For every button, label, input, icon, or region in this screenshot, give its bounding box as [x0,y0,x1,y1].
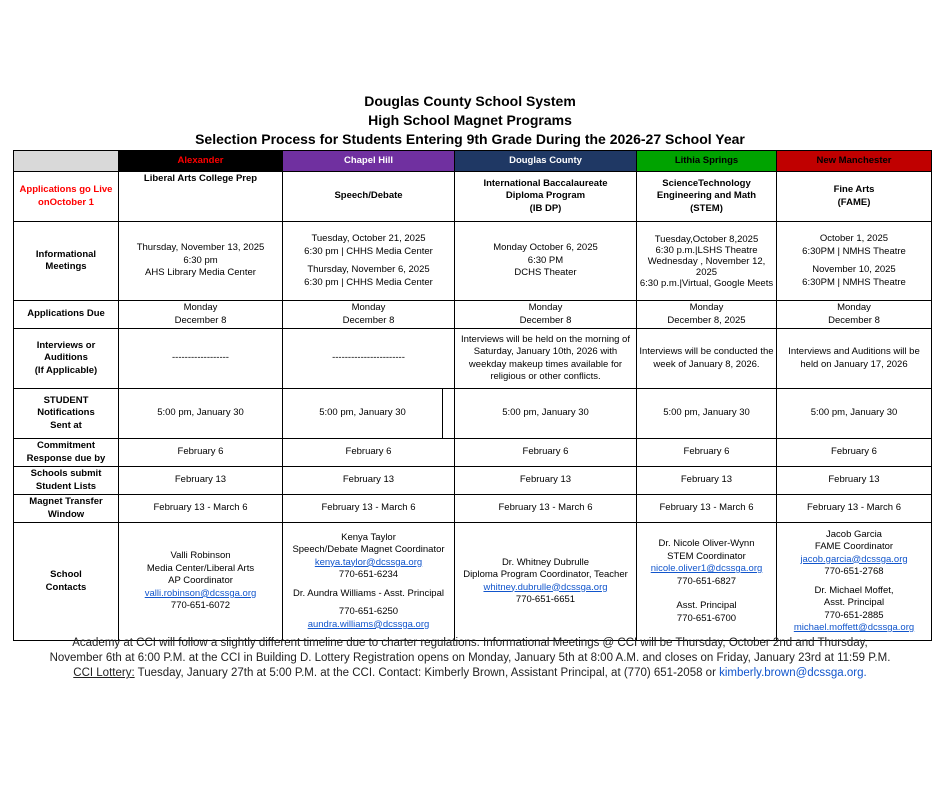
commit-alexander: February 6 [119,439,283,467]
contact-role: Asst. Principal [823,597,885,608]
due-lithia-springs [637,301,777,329]
interviews-alexander: ------------------ [119,329,283,389]
info-line: Thursday, November 6, 2025 [307,264,430,275]
footer-line-3 [20,666,920,681]
submit-lithia-springs: February 13 [637,467,777,495]
program-douglas-county [455,172,637,222]
program-lithia-springs [637,172,777,222]
row-label-submit-lists [14,467,119,495]
transfer-window-row [14,495,932,523]
info-line: Monday October 6, 2025 [493,242,598,254]
label-line: Student Lists [35,480,97,492]
info-line: 6:30 p.m.|LSHS Theatre [655,244,758,256]
commitment-row [14,439,932,467]
info-line: Tuesday,October 8,2025 [654,233,759,245]
contact-phone: 770-651-6250 [338,606,399,618]
contact-role: Asst. Principal [676,600,737,611]
contact-name: Jacob Garcia [826,528,882,540]
transfer-new-manchester: February 13 - March 6 [777,495,932,523]
due-new-manchester [777,301,932,329]
program-line: (STEM) [690,202,723,214]
label-line: Auditions [44,352,88,364]
info-alexander [119,222,283,301]
info-line: 6:30PM | NMHS Theatre [802,245,906,257]
footer-line-3-text: Tuesday, January 27th at 5:00 P.M. at the CCI. Contact: Kimberly Brown, Assistant Principal, at (770) 651-2058 or [134,667,720,679]
contact-phone: 770-651-6827 [676,575,737,587]
applications-live-note: Applications go Live onOctober 1 [14,172,119,222]
row-label-notifications [14,389,119,439]
title-line-2: High School Magnet Programs [368,112,572,128]
submit-new-manchester: February 13 [777,467,932,495]
info-chapel-hill [283,222,455,301]
label-line: Schools submit [30,468,102,479]
program-new-manchester [777,172,932,222]
due-line: Monday [689,302,724,313]
info-line: Tuesday, October 21, 2025 [311,233,426,244]
info-new-manchester [777,222,932,301]
info-line: 6:30 p.m.|Virtual, Google Meets [639,277,774,289]
notify-alexander: 5:00 pm, January 30 [119,389,283,439]
program-row [14,172,932,222]
program-line: Engineering and Math [656,190,757,202]
due-line: December 8, 2025 [667,314,746,326]
interviews-lithia-springs: Interviews will be conducted the week of January 8, 2026. [637,329,777,389]
info-line: October 1, 2025 [819,233,889,244]
interviews-new-manchester: Interviews and Auditions will be held on January 17, 2026 [777,329,932,389]
transfer-douglas-county: February 13 - March 6 [455,495,637,523]
label-line: STUDENT [43,394,89,406]
cci-footer-note [20,636,920,681]
interviews-row [14,329,932,389]
program-line: (FAME) [837,196,871,208]
due-line: December 8 [828,314,880,326]
contacts-new-manchester [777,523,932,641]
row-label-transfer-window [14,495,119,523]
contact-email-link[interactable]: aundra.williams@dcssga.org [307,618,430,630]
contact-email-link[interactable]: kenya.taylor@dcssga.org [314,556,423,568]
magnet-schedule-table [13,150,932,641]
contact-role: Media Center/Liberal Arts [146,562,255,574]
contact-name: Kenya Taylor [341,531,396,543]
info-line: Wednesday , November 12, 2025 [647,255,766,278]
transfer-chapel-hill: February 13 - March 6 [283,495,455,523]
contact-phone: 770-651-2768 [824,566,884,577]
interviews-douglas-county: Interviews will be held on the morning of Saturday, January 10th, 2026 with weekday makeup times available for religious or other conflicts. [455,329,637,389]
contact-email-link[interactable]: michael.moffett@dcssga.org [793,622,915,633]
contact-name: Dr. Aundra Williams - Asst. Principal [293,587,444,599]
notify-lithia-springs: 5:00 pm, January 30 [637,389,777,439]
notifications-row [14,389,932,439]
title-line-1: Douglas County School System [364,93,576,109]
label-line: Magnet Transfer [29,496,103,507]
contact-phone: 770-651-6072 [170,600,231,612]
row-label-info-meetings: Informational Meetings [14,222,119,301]
school-contacts-row [14,523,932,641]
info-meetings-row [14,222,932,301]
due-line: December 8 [342,314,395,326]
title-line-3: Selection Process for Students Entering 9th Grade During the 2026-27 School Year [195,131,745,147]
contacts-douglas-county [455,523,637,641]
footer-line-1: Academy at CCI will follow a slightly different timeline due to charter regulations. Informational Meetings @ CCI will be Thursday, October 2nd and Thursday, [72,637,868,649]
due-line: Monday [351,302,386,313]
school-header-chapel-hill: Chapel Hill [283,151,455,172]
due-alexander [119,301,283,329]
applications-due-row [14,301,932,329]
commit-new-manchester: February 6 [777,439,932,467]
contacts-lithia-springs [637,523,777,641]
label-line: School [50,569,82,580]
contacts-alexander [119,523,283,641]
contact-role: STEM Coordinator [667,550,746,562]
submit-chapel-hill: February 13 [283,467,455,495]
label-line: Notifications [37,407,95,419]
due-line: Monday [837,302,871,313]
contact-phone: 770-651-6700 [676,612,737,624]
row-label-interviews [14,329,119,389]
program-line: Fine Arts [833,184,875,195]
label-line: Interviews or [36,339,96,351]
contact-name: Dr. Nicole Oliver-Wynn [658,538,755,549]
row-label-school-contacts [14,523,119,641]
school-header-douglas-county: Douglas County [455,151,637,172]
program-line: International Baccalaureate [483,177,608,189]
due-chapel-hill [283,301,455,329]
info-line: November 10, 2025 [812,264,896,275]
contact-role: Speech/Debate Magnet Coordinator [292,544,445,556]
contact-phone: 770-651-6651 [515,594,576,605]
contact-email-link[interactable]: nicole.oliver1@dcssga.org [650,563,763,574]
transfer-alexander: February 13 - March 6 [119,495,283,523]
program-line: ScienceTechnology [662,177,751,189]
contact-email-link[interactable]: valli.robinson@dcssga.org [144,587,257,599]
info-line: DCHS Theater [514,267,577,279]
info-line: 6:30PM | NMHS Theatre [802,276,906,288]
program-alexander: Liberal Arts College Prep [119,172,283,222]
notify-new-manchester: 5:00 pm, January 30 [777,389,932,439]
info-line: Thursday, November 13, 2025 [136,242,265,254]
label-line: (If Applicable) [34,364,98,376]
due-douglas-county [455,301,637,329]
contact-name: Valli Robinson [170,550,231,562]
row-label-commitment [14,439,119,467]
due-line: Monday [528,302,563,313]
contact-role: AP Coordinator [168,575,233,587]
label-line: Response due by [26,452,106,464]
info-line: 6:30 pm [183,254,218,266]
program-line: (IB DP) [529,202,562,214]
commit-lithia-springs: February 6 [637,439,777,467]
contact-role: FAME Coordinator [814,541,894,552]
info-line: AHS Library Media Center [145,267,256,279]
footer-line-2: November 6th at 6:00 P.M. at the CCI in Building D. Lottery Registration opens on Monday, January 5th at 8:00 A.M. and closes on Friday, January 23rd at 11:59 P.M. [49,652,891,664]
info-douglas-county [455,222,637,301]
due-line: December 8 [174,314,227,326]
interviews-chapel-hill: ----------------------- [283,329,455,389]
submit-douglas-county: February 13 [455,467,637,495]
label-line: Commitment [36,440,96,451]
submit-lists-row [14,467,932,495]
submit-alexander: February 13 [119,467,283,495]
footer-email-link[interactable]: kimberly.brown@dcssga.org. [719,667,867,679]
label-line: Window [47,508,85,520]
contacts-chapel-hill [283,523,455,641]
row-label-applications-due: Applications Due [14,301,119,329]
notify-douglas-county: 5:00 pm, January 30 [455,389,637,439]
contact-name: Dr. Michael Moffet, [814,584,894,596]
label-line: Contacts [45,581,87,593]
notify-chapel-hill: 5:00 pm, January 30 [283,389,443,439]
contact-phone: 770-651-2885 [824,609,884,621]
commit-douglas-county: February 6 [455,439,637,467]
program-chapel-hill: Speech/Debate [283,172,455,222]
due-line: Monday [183,302,218,313]
info-line: 6:30 PM [527,254,564,266]
info-line: 6:30 pm | CHHS Media Center [304,245,433,257]
contact-role: Diploma Program Coordinator, Teacher [463,569,628,580]
header-blank-cell [14,151,119,172]
label-line: Sent at [50,419,82,431]
cci-lottery-label: CCI Lottery: [73,667,135,679]
commit-chapel-hill: February 6 [283,439,455,467]
transfer-lithia-springs: February 13 - March 6 [637,495,777,523]
due-line: December 8 [519,314,572,326]
contact-email-link[interactable]: jacob.garcia@dcssga.org [800,553,908,565]
contact-email-link[interactable]: whitney.dubrulle@dcssga.org [483,581,608,593]
school-header-alexander: Alexander [119,151,283,172]
contact-phone: 770-651-6234 [338,569,399,581]
document-title [0,92,940,149]
info-lithia-springs [637,222,777,301]
school-header-lithia-springs: Lithia Springs [637,151,777,172]
school-header-new-manchester: New Manchester [777,151,932,172]
program-line: Diploma Program [505,190,586,202]
header-row [14,151,932,172]
info-line: 6:30 pm | CHHS Media Center [304,276,433,288]
contact-name: Dr. Whitney Dubrulle [501,556,590,568]
notify-spacer-cell [443,389,455,439]
